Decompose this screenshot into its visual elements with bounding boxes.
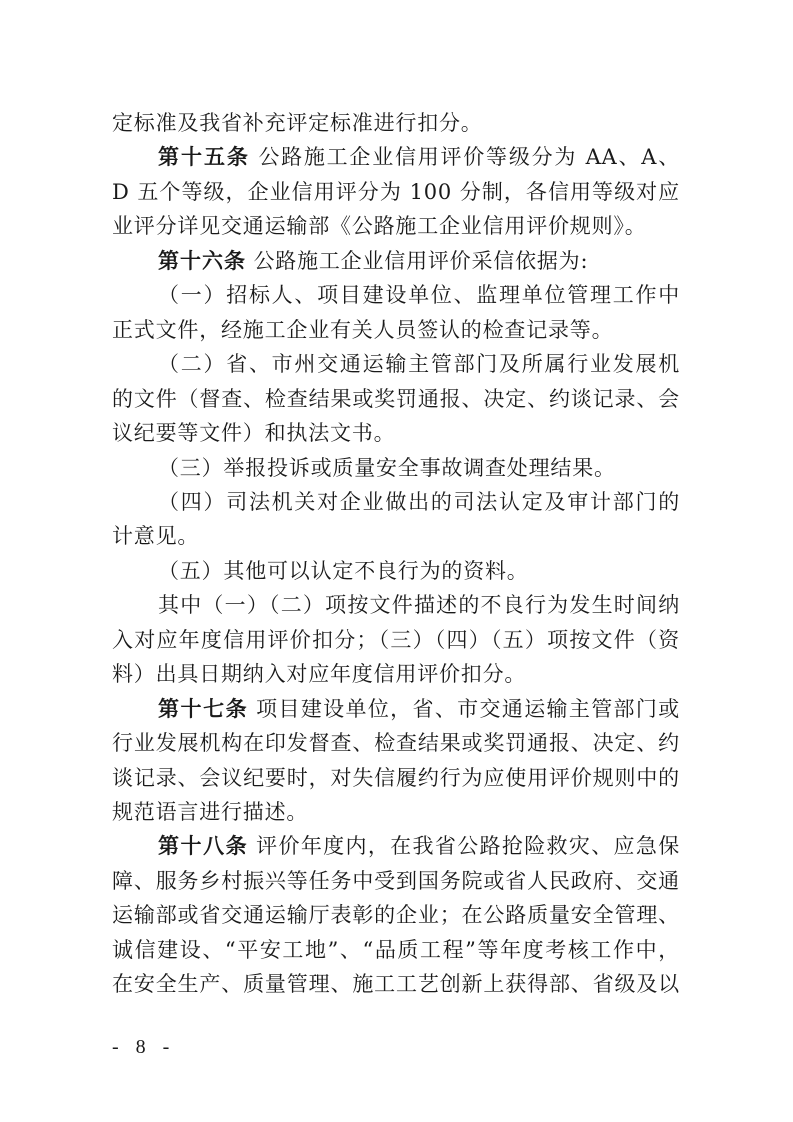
line-text: （五）其他可以认定不良行为的资料。 (158, 558, 529, 583)
line-text: 规范语言进行描述。 (112, 800, 309, 824)
line-text: 谈记录、会议纪要时，对失信履约行为应使用评价规则中的 (112, 765, 680, 790)
article-line (112, 246, 680, 276)
text-line (112, 418, 680, 448)
text-line (112, 521, 680, 551)
line-text: 障、服务乡村振兴等任务中受到国务院或省人民政府、交通 (112, 868, 680, 893)
article-line (112, 142, 680, 172)
text-line (112, 728, 680, 758)
line-text: 入对应年度信用评价扣分；（三）（四）（五）项按文件（资 (112, 627, 680, 652)
text-line (112, 900, 680, 930)
line-text: 公路施工企业信用评价采信依据为: (246, 248, 589, 273)
line-text: 定标准及我省补充评定标准进行扣分。 (112, 111, 483, 135)
text-line (112, 108, 680, 138)
text-line (112, 866, 680, 896)
line-text: 计意见。 (112, 524, 200, 549)
line-text: （三）举报投诉或质量安全事故调查处理结果。 (158, 455, 616, 480)
article-heading: 第十六条 (158, 248, 246, 273)
article-heading: 第十七条 (158, 696, 249, 721)
line-text: 其中（一）（二）项按文件描述的不良行为发生时间纳 (158, 593, 680, 618)
text-line (112, 556, 680, 586)
article-line (112, 694, 680, 724)
line-text: 项目建设单位，省、市交通运输主管部门或 (248, 696, 680, 721)
text-line (112, 487, 680, 517)
line-text: 运输部或省交通运输厅表彰的企业；在公路质量安全管理、 (112, 903, 680, 928)
article-heading: 第十八条 (158, 834, 249, 859)
text-line (112, 211, 680, 241)
text-line (112, 969, 680, 999)
text-line (112, 797, 680, 827)
text-line (112, 453, 680, 483)
text-line (112, 590, 680, 620)
text-line (112, 280, 680, 310)
line-text: 行业发展机构在印发督查、检查结果或奖罚通报、决定、约 (112, 731, 680, 756)
line-text: （二）省、市州交通运输主管部门及所属行业发展机 (158, 352, 680, 377)
text-line (112, 315, 680, 345)
line-text: D 五个等级，企业信用评分为 100 分制，各信用等级对应 (112, 179, 680, 204)
text-line (112, 763, 680, 793)
page-number: - 8 - (112, 1036, 176, 1058)
line-text: 诚信建设、“平安工地”、“品质工程”等年度考核工作中， (112, 937, 680, 962)
line-text: 公路施工企业信用评价等级分为 AA、A、 (258, 145, 680, 170)
line-text: 在安全生产、质量管理、施工工艺创新上获得部、省级及以 (112, 972, 680, 997)
text-line (112, 349, 680, 379)
line-text: 业评分详见交通运输部《公路施工企业信用评价规则》。 (112, 214, 647, 239)
text-line (112, 625, 680, 655)
text-line (112, 935, 680, 965)
line-text: （四）司法机关对企业做出的司法认定及审计部门的 (158, 489, 680, 514)
line-text: 议纪要等文件）和执法文书。 (112, 421, 396, 446)
text-line (112, 659, 680, 689)
text-line (112, 384, 680, 414)
line-text: （一）招标人、项目建设单位、监理单位管理工作中 (158, 283, 680, 308)
line-text: 的文件（督查、检查结果或奖罚通报、决定、约谈记录、会 (112, 386, 680, 411)
line-text: 评价年度内，在我省公路抢险救灾、应急保 (248, 834, 680, 859)
article-line (112, 831, 680, 861)
line-text: 料）出具日期纳入对应年度信用评价扣分。 (112, 662, 527, 687)
article-heading: 第十五条 (158, 145, 250, 170)
line-text: 正式文件，经施工企业有关人员签认的检查记录等。 (112, 317, 614, 342)
text-line (112, 177, 680, 207)
